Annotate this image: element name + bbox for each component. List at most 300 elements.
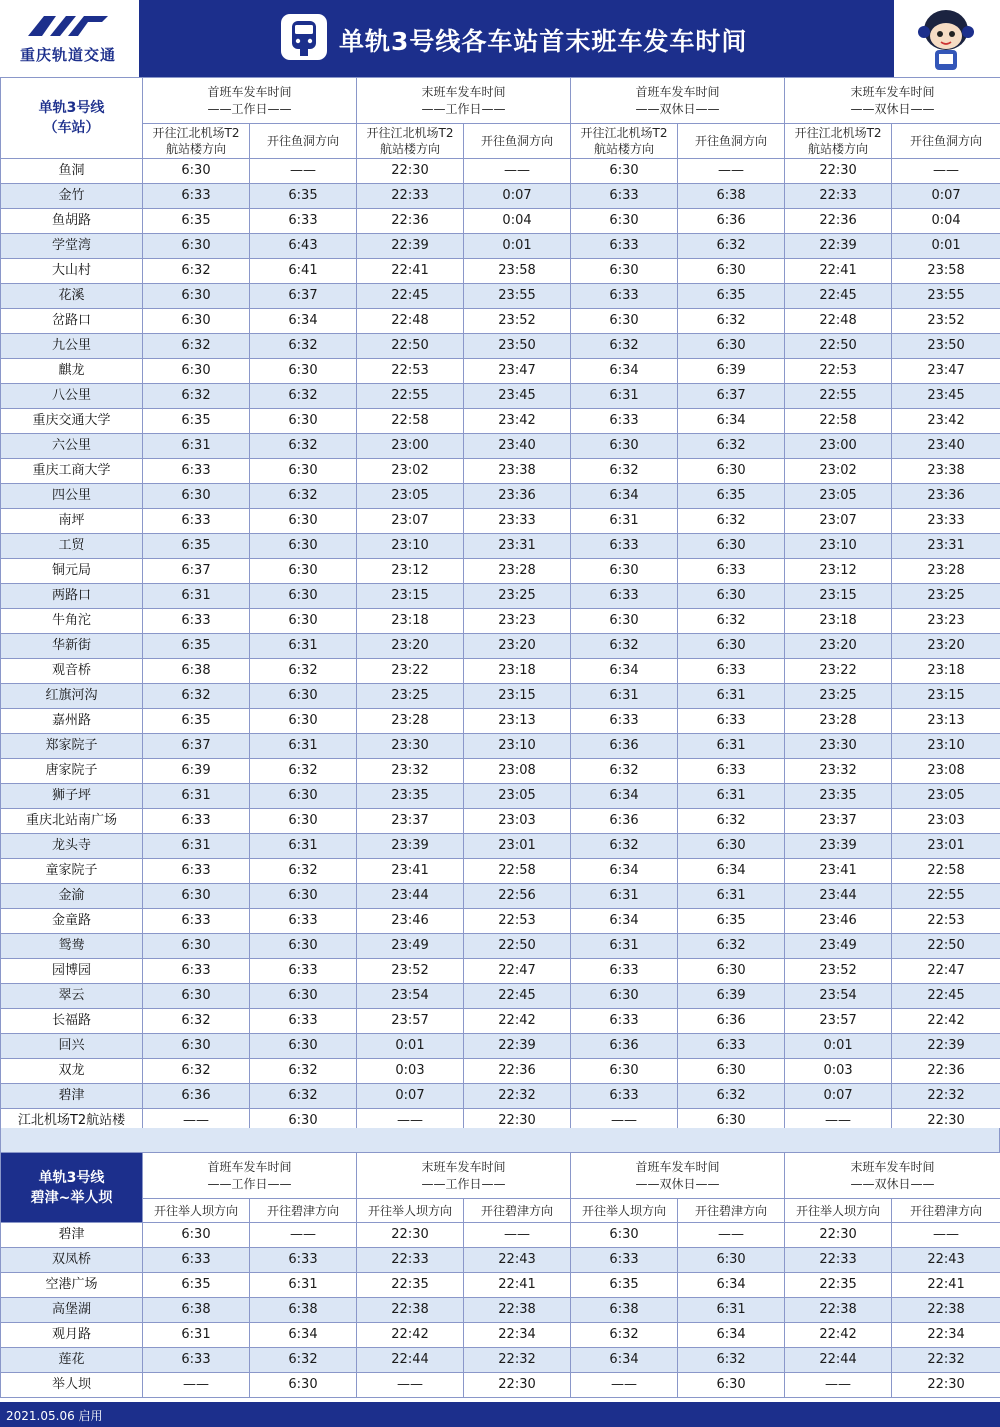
mascot-image — [892, 0, 1000, 77]
departure-time: 23:20 — [464, 634, 571, 659]
departure-time: 6:38 — [250, 1298, 357, 1323]
departure-time: 6:33 — [143, 959, 250, 984]
table-row — [1, 334, 1000, 359]
departure-time: 6:31 — [571, 884, 678, 909]
station-name: 碧津 — [1, 1084, 143, 1109]
departure-time: 6:31 — [250, 634, 357, 659]
departure-time: 23:31 — [892, 534, 1000, 559]
departure-time: 6:30 — [143, 309, 250, 334]
departure-time: 6:33 — [571, 409, 678, 434]
departure-time: 6:32 — [250, 434, 357, 459]
departure-time: 6:30 — [250, 934, 357, 959]
table-row — [1, 484, 1000, 509]
departure-time: 6:30 — [678, 1373, 785, 1398]
departure-time: 6:30 — [250, 584, 357, 609]
direction-header — [571, 124, 678, 159]
departure-time: 23:45 — [464, 384, 571, 409]
departure-time: 23:46 — [357, 909, 464, 934]
departure-time: 6:32 — [250, 859, 357, 884]
departure-time: 6:30 — [678, 1059, 785, 1084]
departure-time: 23:13 — [464, 709, 571, 734]
departure-time: 6:32 — [571, 759, 678, 784]
table-row — [1, 1034, 1000, 1059]
departure-time: 6:31 — [143, 584, 250, 609]
departure-time: 22:56 — [464, 884, 571, 909]
departure-time: 6:36 — [143, 1084, 250, 1109]
departure-time: 6:30 — [250, 609, 357, 634]
departure-time: 23:39 — [357, 834, 464, 859]
departure-time: 6:31 — [678, 684, 785, 709]
departure-time: 22:41 — [785, 259, 892, 284]
group-day: ——双休日—— — [850, 1176, 935, 1191]
station-name: 长福路 — [1, 1009, 143, 1034]
departure-time: 6:36 — [678, 209, 785, 234]
departure-time: 6:30 — [250, 809, 357, 834]
departure-time: 22:53 — [785, 359, 892, 384]
departure-time: 23:57 — [357, 1009, 464, 1034]
station-name: 花溪 — [1, 284, 143, 309]
group-header — [357, 1153, 571, 1199]
departure-time: 6:30 — [250, 409, 357, 434]
departure-time: 6:32 — [678, 1348, 785, 1373]
departure-time: 6:34 — [571, 484, 678, 509]
departure-time: 23:28 — [357, 709, 464, 734]
departure-time: 6:30 — [143, 284, 250, 309]
group-title: 首班车发车时间 — [635, 1159, 720, 1174]
departure-time: 6:38 — [143, 659, 250, 684]
departure-time: 22:32 — [892, 1348, 1000, 1373]
departure-time: 22:35 — [357, 1273, 464, 1298]
departure-time: 22:32 — [464, 1084, 571, 1109]
table-row — [1, 509, 1000, 534]
departure-time: 22:42 — [785, 1323, 892, 1348]
departure-time: 6:32 — [571, 1323, 678, 1348]
departure-time: 23:36 — [464, 484, 571, 509]
table-row — [1, 1323, 1000, 1348]
group-day: ——工作日—— — [207, 1176, 292, 1191]
station-name: 园博园 — [1, 959, 143, 984]
departure-time: 0:07 — [892, 184, 1000, 209]
departure-time: —— — [785, 1109, 892, 1134]
departure-time: 23:58 — [464, 259, 571, 284]
station-name: 狮子坪 — [1, 784, 143, 809]
departure-time: 6:32 — [250, 384, 357, 409]
departure-time: 0:03 — [357, 1059, 464, 1084]
departure-time: 6:33 — [678, 659, 785, 684]
departure-time: 23:25 — [464, 584, 571, 609]
departure-time: 6:30 — [143, 884, 250, 909]
station-name: 龙头寺 — [1, 834, 143, 859]
table-row — [1, 534, 1000, 559]
station-name: 举人坝 — [1, 1373, 143, 1398]
departure-time: 6:32 — [678, 934, 785, 959]
departure-time: 6:33 — [571, 234, 678, 259]
table-row — [1, 284, 1000, 309]
departure-time: 22:39 — [785, 234, 892, 259]
group-day: ——工作日—— — [207, 101, 292, 116]
station-name: 嘉州路 — [1, 709, 143, 734]
departure-time: 22:50 — [785, 334, 892, 359]
departure-time: 6:33 — [143, 609, 250, 634]
table-row — [1, 884, 1000, 909]
table-row — [1, 859, 1000, 884]
departure-time: 23:36 — [892, 484, 1000, 509]
departure-time: 6:38 — [143, 1298, 250, 1323]
direction-header: 开往鱼洞方向 — [250, 124, 357, 159]
departure-time: 6:30 — [678, 534, 785, 559]
departure-time: 6:39 — [678, 984, 785, 1009]
group-day: ——双休日—— — [635, 101, 720, 116]
departure-time: 6:39 — [678, 359, 785, 384]
departure-time: 6:32 — [250, 1348, 357, 1373]
departure-time: 6:30 — [250, 1373, 357, 1398]
departure-time: 6:31 — [571, 509, 678, 534]
table-row — [1, 1273, 1000, 1298]
departure-time: 23:50 — [464, 334, 571, 359]
departure-time: 23:30 — [357, 734, 464, 759]
departure-time: 23:08 — [892, 759, 1000, 784]
departure-time: 6:33 — [143, 184, 250, 209]
departure-time: 23:15 — [464, 684, 571, 709]
departure-time: 6:34 — [678, 409, 785, 434]
line-subtitle: （车站） — [43, 120, 100, 136]
departure-time: 22:48 — [357, 309, 464, 334]
departure-time: 22:45 — [464, 984, 571, 1009]
departure-time: 23:35 — [357, 784, 464, 809]
direction-header: 开往鱼洞方向 — [678, 124, 785, 159]
departure-time: 23:25 — [357, 684, 464, 709]
table-row — [1, 184, 1000, 209]
line-label — [1, 1153, 143, 1223]
departure-time: 22:32 — [464, 1348, 571, 1373]
departure-time: 22:34 — [892, 1323, 1000, 1348]
direction-line: 开往江北机场T2 — [580, 126, 668, 140]
station-name: 重庆交通大学 — [1, 409, 143, 434]
group-title: 首班车发车时间 — [207, 84, 292, 99]
departure-time: 23:33 — [464, 509, 571, 534]
station-name: 双凤桥 — [1, 1248, 143, 1273]
departure-time: 22:39 — [357, 234, 464, 259]
station-name: 空港广场 — [1, 1273, 143, 1298]
departure-time: 6:35 — [143, 634, 250, 659]
departure-time: 6:34 — [571, 909, 678, 934]
departure-time: 6:34 — [571, 1348, 678, 1373]
table-row — [1, 234, 1000, 259]
table-row — [1, 609, 1000, 634]
departure-time: 23:30 — [785, 734, 892, 759]
departure-time: 6:30 — [250, 509, 357, 534]
departure-time: 6:32 — [678, 609, 785, 634]
departure-time: 22:30 — [357, 159, 464, 184]
departure-time: 23:50 — [892, 334, 1000, 359]
departure-time: 6:30 — [143, 359, 250, 384]
departure-time: 22:58 — [892, 859, 1000, 884]
departure-time: 23:07 — [785, 509, 892, 534]
departure-time: 6:32 — [571, 459, 678, 484]
departure-time: 23:18 — [892, 659, 1000, 684]
departure-time: 23:05 — [464, 784, 571, 809]
group-header — [143, 78, 357, 124]
effective-date: 2021.05.06 启用 — [6, 1409, 103, 1423]
departure-time: 6:33 — [571, 1009, 678, 1034]
direction-line: 航站楼方向 — [165, 142, 226, 156]
departure-time: 23:55 — [892, 284, 1000, 309]
departure-time: 6:31 — [143, 834, 250, 859]
table-row — [1, 159, 1000, 184]
group-day: ——双休日—— — [635, 1176, 720, 1191]
departure-time: 22:58 — [357, 409, 464, 434]
departure-time: 6:30 — [250, 559, 357, 584]
departure-time: 22:45 — [785, 284, 892, 309]
departure-time: 6:31 — [250, 1273, 357, 1298]
departure-time: 23:52 — [785, 959, 892, 984]
departure-time: 6:30 — [571, 1059, 678, 1084]
departure-time: 6:35 — [143, 534, 250, 559]
group-title: 末班车发车时间 — [850, 1159, 935, 1174]
departure-time: 23:45 — [892, 384, 1000, 409]
departure-time: 22:33 — [357, 1248, 464, 1273]
departure-time: 6:30 — [571, 984, 678, 1009]
departure-time: —— — [678, 159, 785, 184]
direction-header: 开往举人坝方向 — [571, 1199, 678, 1223]
departure-time: 23:52 — [892, 309, 1000, 334]
departure-time: 6:33 — [571, 534, 678, 559]
station-name: 麒龙 — [1, 359, 143, 384]
departure-time: 6:33 — [143, 809, 250, 834]
departure-time: 6:34 — [678, 1323, 785, 1348]
group-header — [571, 78, 785, 124]
departure-time: 0:01 — [464, 234, 571, 259]
station-name: 金渝 — [1, 884, 143, 909]
brand-logo — [0, 0, 141, 77]
departure-time: 23:25 — [892, 584, 1000, 609]
departure-time: 22:36 — [892, 1059, 1000, 1084]
timetable-branch-body — [1, 1223, 1000, 1398]
departure-time: 22:36 — [785, 209, 892, 234]
direction-header: 开往碧津方向 — [250, 1199, 357, 1223]
departure-time: 22:55 — [785, 384, 892, 409]
departure-time: 6:37 — [143, 734, 250, 759]
departure-time: 6:34 — [250, 1323, 357, 1348]
departure-time: 23:10 — [892, 734, 1000, 759]
table-row — [1, 309, 1000, 334]
departure-time: 6:30 — [143, 159, 250, 184]
departure-time: 22:42 — [357, 1323, 464, 1348]
departure-time: 22:38 — [357, 1298, 464, 1323]
departure-time: 22:42 — [464, 1009, 571, 1034]
table-row — [1, 259, 1000, 284]
departure-time: 22:58 — [464, 859, 571, 884]
departure-time: 22:53 — [357, 359, 464, 384]
departure-time: 6:30 — [250, 984, 357, 1009]
station-name: 唐家院子 — [1, 759, 143, 784]
timetable-main-body — [1, 159, 1000, 1134]
departure-time: 22:44 — [357, 1348, 464, 1373]
table-row — [1, 409, 1000, 434]
line-subtitle: 碧津~举人坝 — [30, 1189, 113, 1206]
table-row — [1, 1223, 1000, 1248]
departure-time: 23:15 — [892, 684, 1000, 709]
departure-time: 6:30 — [143, 1034, 250, 1059]
departure-time: 6:33 — [571, 959, 678, 984]
station-name: 红旗河沟 — [1, 684, 143, 709]
table-row — [1, 1059, 1000, 1084]
departure-time: —— — [143, 1109, 250, 1134]
departure-time: 6:33 — [143, 509, 250, 534]
departure-time: 23:03 — [892, 809, 1000, 834]
departure-time: 6:33 — [571, 1084, 678, 1109]
departure-time: 6:30 — [678, 1109, 785, 1134]
departure-time: 22:30 — [785, 159, 892, 184]
table-row — [1, 809, 1000, 834]
departure-time: —— — [357, 1373, 464, 1398]
station-name: 工贸 — [1, 534, 143, 559]
station-name: 高堡湖 — [1, 1298, 143, 1323]
table-row — [1, 959, 1000, 984]
station-name: 四公里 — [1, 484, 143, 509]
departure-time: 6:32 — [143, 259, 250, 284]
station-name: 双龙 — [1, 1059, 143, 1084]
station-name: 金童路 — [1, 909, 143, 934]
direction-header: 开往举人坝方向 — [357, 1199, 464, 1223]
direction-header: 开往举人坝方向 — [143, 1199, 250, 1223]
station-name: 回兴 — [1, 1034, 143, 1059]
direction-header — [785, 124, 892, 159]
departure-time: —— — [892, 1223, 1000, 1248]
direction-line: 开往江北机场T2 — [794, 126, 882, 140]
station-name: 岔路口 — [1, 309, 143, 334]
departure-time: 23:40 — [464, 434, 571, 459]
departure-time: 6:35 — [143, 409, 250, 434]
departure-time: 6:30 — [571, 559, 678, 584]
departure-time: 6:30 — [250, 534, 357, 559]
departure-time: 22:55 — [357, 384, 464, 409]
table-row — [1, 1009, 1000, 1034]
departure-time: 6:30 — [571, 309, 678, 334]
departure-time: 6:38 — [571, 1298, 678, 1323]
departure-time: 23:18 — [785, 609, 892, 634]
departure-time: 6:32 — [250, 759, 357, 784]
departure-time: 6:30 — [678, 259, 785, 284]
departure-time: 6:32 — [250, 484, 357, 509]
departure-time: 23:20 — [357, 634, 464, 659]
departure-time: 23:38 — [892, 459, 1000, 484]
departure-time: 6:34 — [678, 1273, 785, 1298]
departure-time: 6:34 — [678, 859, 785, 884]
departure-time: 22:39 — [892, 1034, 1000, 1059]
departure-time: 23:20 — [892, 634, 1000, 659]
station-name: 江北机场T2航站楼 — [1, 1109, 143, 1134]
departure-time: 6:30 — [571, 434, 678, 459]
departure-time: 23:07 — [357, 509, 464, 534]
departure-time: 6:32 — [250, 1059, 357, 1084]
table-row — [1, 584, 1000, 609]
departure-time: 23:28 — [464, 559, 571, 584]
departure-time: 6:36 — [571, 809, 678, 834]
group-header — [785, 78, 1000, 124]
departure-time: 6:32 — [571, 334, 678, 359]
departure-time: 23:58 — [892, 259, 1000, 284]
departure-time: 6:32 — [143, 384, 250, 409]
departure-time: 6:30 — [143, 484, 250, 509]
departure-time: 6:33 — [143, 859, 250, 884]
departure-time: 6:35 — [678, 909, 785, 934]
departure-time: 6:32 — [143, 1059, 250, 1084]
departure-time: 22:38 — [892, 1298, 1000, 1323]
table-row — [1, 634, 1000, 659]
departure-time: 23:28 — [892, 559, 1000, 584]
departure-time: 22:55 — [892, 884, 1000, 909]
departure-time: 22:34 — [464, 1323, 571, 1348]
departure-time: 23:57 — [785, 1009, 892, 1034]
departure-time: 6:31 — [250, 834, 357, 859]
table-row — [1, 834, 1000, 859]
departure-time: 6:30 — [571, 609, 678, 634]
departure-time: —— — [250, 1223, 357, 1248]
departure-time: 22:41 — [892, 1273, 1000, 1298]
station-name: 华新街 — [1, 634, 143, 659]
departure-time: 23:47 — [892, 359, 1000, 384]
departure-time: 6:30 — [250, 1034, 357, 1059]
table-row — [1, 1373, 1000, 1398]
departure-time: 6:30 — [250, 459, 357, 484]
table-row — [1, 659, 1000, 684]
departure-time: 22:30 — [892, 1109, 1000, 1134]
departure-time: 22:43 — [892, 1248, 1000, 1273]
departure-time: 23:55 — [464, 284, 571, 309]
line-name: 单轨3号线 — [38, 1169, 105, 1186]
station-name: 童家院子 — [1, 859, 143, 884]
departure-time: 6:31 — [571, 384, 678, 409]
departure-time: 22:32 — [892, 1084, 1000, 1109]
station-name: 牛角沱 — [1, 609, 143, 634]
departure-time: 6:32 — [250, 1084, 357, 1109]
table-row — [1, 784, 1000, 809]
departure-time: 22:38 — [464, 1298, 571, 1323]
departure-time: 6:37 — [250, 284, 357, 309]
direction-header: 开往碧津方向 — [678, 1199, 785, 1223]
direction-line: 航站楼方向 — [808, 142, 869, 156]
departure-time: 0:01 — [785, 1034, 892, 1059]
station-name: 九公里 — [1, 334, 143, 359]
brand-name: 重庆轨道交通 — [20, 46, 117, 64]
departure-time: 22:30 — [785, 1223, 892, 1248]
departure-time: 22:30 — [892, 1373, 1000, 1398]
direction-header: 开往举人坝方向 — [785, 1199, 892, 1223]
group-day: ——双休日—— — [850, 101, 935, 116]
departure-time: 6:30 — [250, 784, 357, 809]
departure-time: 6:33 — [250, 1009, 357, 1034]
station-name: 重庆北站南广场 — [1, 809, 143, 834]
departure-time: 6:38 — [678, 184, 785, 209]
departure-time: 23:03 — [464, 809, 571, 834]
departure-time: 6:30 — [250, 684, 357, 709]
departure-time: 6:35 — [143, 1273, 250, 1298]
departure-time: 23:02 — [785, 459, 892, 484]
departure-time: 6:30 — [250, 884, 357, 909]
departure-time: 6:32 — [678, 309, 785, 334]
direction-header: 开往鱼洞方向 — [464, 124, 571, 159]
departure-time: 6:30 — [143, 934, 250, 959]
departure-time: 6:31 — [250, 734, 357, 759]
departure-time: 22:33 — [357, 184, 464, 209]
departure-time: 6:34 — [571, 359, 678, 384]
departure-time: 23:31 — [464, 534, 571, 559]
departure-time: 22:48 — [785, 309, 892, 334]
departure-time: 22:30 — [464, 1109, 571, 1134]
table-row — [1, 984, 1000, 1009]
table-row — [1, 1348, 1000, 1373]
